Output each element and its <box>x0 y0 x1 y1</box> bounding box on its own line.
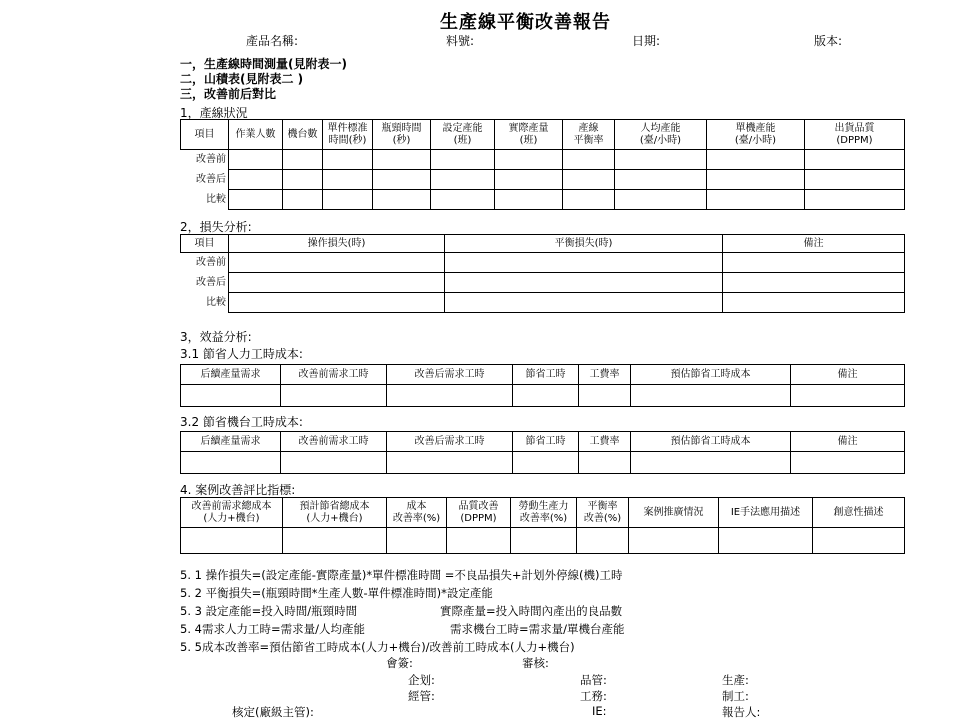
table-row <box>181 253 905 273</box>
table1-header-cell: 項目 <box>181 120 229 150</box>
table3-header-cell: 備注 <box>791 365 905 385</box>
table2-header-row <box>181 235 905 253</box>
table5-header-cell: 創意性描述 <box>813 498 905 528</box>
table1-header-cell: 瓶頸時間 (秒) <box>373 120 431 150</box>
table-row <box>181 170 905 190</box>
table1-header-cell: 單件標准 時間(秒) <box>323 120 373 150</box>
table1-header-cell: 設定產能 (班) <box>431 120 495 150</box>
note-5-3-actual: 實際產量=投入時間內產出的良品數 <box>440 604 623 618</box>
table4-header-cell: 改善前需求工時 <box>281 432 387 452</box>
table5-header-cell: 成本 改善率(%) <box>387 498 447 528</box>
table4-header-row <box>181 432 905 452</box>
manufacturing-label: 制工: <box>722 689 749 703</box>
note-5-3: 5. 3 設定產能=投入時間/瓶頸時間 <box>180 604 358 618</box>
table1-header-cell: 人均產能 (臺/小時) <box>615 120 707 150</box>
table2-header-cell: 項目 <box>181 235 229 253</box>
table5-header-cell: 改善前需求總成本 (人力+機台) <box>181 498 283 528</box>
table3-header-cell: 改善前需求工時 <box>281 365 387 385</box>
management-label: 經管: <box>408 689 435 703</box>
table-row <box>181 273 905 293</box>
table4-header-cell: 節省工時 <box>513 432 579 452</box>
table4-header-cell: 預估節省工時成本 <box>631 432 791 452</box>
table-row <box>181 190 905 210</box>
row-label: 比較 <box>181 293 229 313</box>
benefit-analysis-heading: 3，效益分析: <box>180 330 252 344</box>
table3-caption: 3.1 節省人力工時成本: <box>180 347 303 361</box>
table1-header-cell: 實際產量 (班) <box>495 120 563 150</box>
table5-header-cell: 平衡率 改善(%) <box>577 498 629 528</box>
product-name-label: 產品名稱: <box>246 34 299 48</box>
table4-header-cell: 備注 <box>791 432 905 452</box>
table1-caption: 1，產線狀況 <box>180 106 248 120</box>
table3-header-cell: 預估節省工時成本 <box>631 365 791 385</box>
date-label: 日期: <box>632 34 661 48</box>
table3-header-cell: 節省工時 <box>513 365 579 385</box>
table2-caption: 2，損失分析: <box>180 220 252 234</box>
note-5-1: 5. 1 操作損失=(設定產能-實際產量)*單件標准時間 =不良品損失+計划外停線(機)工時 <box>180 568 623 582</box>
section-1-heading: 一，生產線時間測量(見附表一) <box>180 57 347 71</box>
note-5-4-machine: 需求機台工時=需求量/單機台產能 <box>450 622 625 636</box>
table4-header-cell: 后續產量需求 <box>181 432 281 452</box>
table4-caption: 3.2 節省機台工時成本: <box>180 415 303 429</box>
table2-header-cell: 平衡損失(時) <box>445 235 723 253</box>
table-row <box>181 150 905 170</box>
review-label: 審核: <box>522 656 549 670</box>
row-label: 比較 <box>181 190 229 210</box>
table3-header-cell: 后續產量需求 <box>181 365 281 385</box>
table5-header-cell: IE手法應用描述 <box>719 498 813 528</box>
row-label: 改善前 <box>181 253 229 273</box>
line-status-table <box>180 119 905 210</box>
table1-header-cell: 出貨品質 (DPPM) <box>805 120 905 150</box>
loss-analysis-table <box>180 234 905 313</box>
row-label: 改善后 <box>181 273 229 293</box>
machine-cost-table <box>180 431 905 474</box>
table5-caption: 4. 案例改善評比指標: <box>180 483 296 497</box>
labor-cost-table <box>180 364 905 407</box>
table5-header-cell: 預計節省總成本 (人力+機台) <box>283 498 387 528</box>
table4-header-cell: 改善后需求工時 <box>387 432 513 452</box>
table3-header-cell: 工費率 <box>579 365 631 385</box>
table1-header-cell: 作業人數 <box>229 120 283 150</box>
note-5-2: 5. 2 平衡損失=(瓶頸時間*生產人數-單件標准時間)*設定產能 <box>180 586 493 600</box>
version-label: 版本: <box>814 34 843 48</box>
row-label: 改善后 <box>181 170 229 190</box>
row-label: 改善前 <box>181 150 229 170</box>
table-row <box>181 385 905 407</box>
section-3-heading: 三，改善前后對比 <box>180 87 277 101</box>
table3-header-row <box>181 365 905 385</box>
table1-header-cell: 機台數 <box>283 120 323 150</box>
production-label: 生產: <box>722 673 749 687</box>
table5-header-cell: 品質改善 (DPPM) <box>447 498 511 528</box>
qc-label: 品管: <box>580 673 607 687</box>
approve-label: 核定(廠級主管): <box>232 705 314 719</box>
part-no-label: 料號: <box>446 34 475 48</box>
table5-header-cell: 案例推廣情況 <box>629 498 719 528</box>
report-title: 生產線平衡改善報告 <box>440 12 611 33</box>
table-row <box>181 452 905 474</box>
engineering-label: 工務: <box>580 689 607 703</box>
section-2-heading: 二，山積表(見附表二 ) <box>180 72 304 86</box>
countersign-label: 會簽: <box>386 656 413 670</box>
table1-header-cell: 產線 平衡率 <box>563 120 615 150</box>
table3-header-cell: 改善后需求工時 <box>387 365 513 385</box>
table1-header-row <box>181 120 905 150</box>
table1-header-cell: 單機產能 (臺/小時) <box>707 120 805 150</box>
note-5-4: 5. 4需求人力工時=需求量/人均產能 <box>180 622 365 636</box>
planning-label: 企划: <box>408 673 435 687</box>
ie-label: IE: <box>592 704 607 718</box>
table2-header-cell: 備注 <box>723 235 905 253</box>
note-5-5: 5. 5成本改善率=預估節省工時成本(人力+機台)/改善前工時成本(人力+機台) <box>180 640 575 654</box>
reporter-label: 報告人: <box>722 705 761 719</box>
table-row <box>181 528 905 554</box>
table5-header-row <box>181 498 905 528</box>
table4-header-cell: 工費率 <box>579 432 631 452</box>
table2-header-cell: 操作損失(時) <box>229 235 445 253</box>
table-row <box>181 293 905 313</box>
evaluation-index-table <box>180 497 905 554</box>
table5-header-cell: 勞動生產力 改善率(%) <box>511 498 577 528</box>
